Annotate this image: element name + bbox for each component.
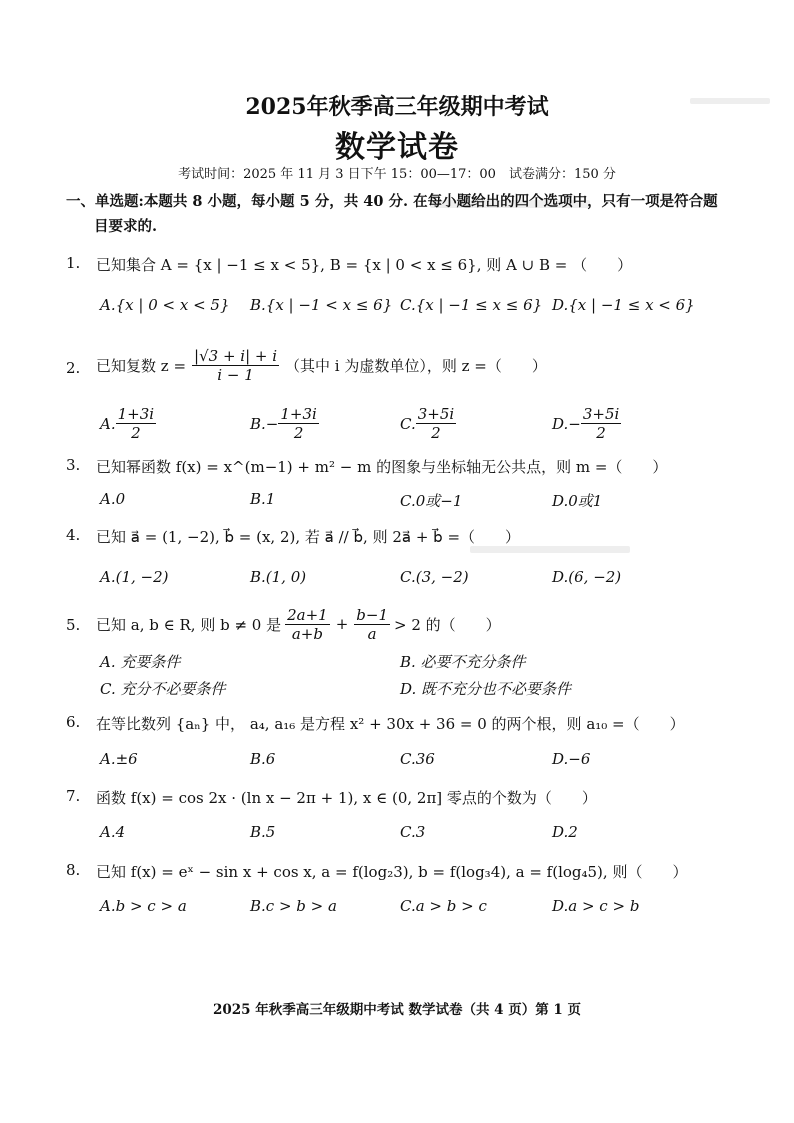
question-stem — [96, 602, 501, 646]
option-d: D.2 — [552, 823, 578, 841]
question-number: 6. — [66, 713, 81, 731]
fraction-denominator: 2 — [431, 424, 441, 442]
question-number: 7. — [66, 787, 81, 805]
option-c: C.{x | −1 ≤ x ≤ 6} — [400, 296, 543, 314]
option-a: A.b > c > a — [100, 897, 187, 915]
fraction-denominator: 2 — [596, 424, 606, 442]
bleed-mark — [470, 546, 630, 553]
option-c: C.0或−1 — [400, 492, 463, 510]
question-stem: 已知幂函数 f(x) = x^(m−1) + m² − m 的图象与坐标轴无公共点，则 m =（ ） — [96, 458, 668, 476]
fraction-denominator: a — [367, 624, 377, 643]
option-b: B.6 — [250, 750, 276, 768]
option-a: A.4 — [100, 823, 126, 841]
option-c: C.a > b > c — [400, 897, 487, 915]
option-d: D.a > c > b — [552, 897, 640, 915]
option-b: B.{x | −1 < x ≤ 6} — [250, 296, 393, 314]
option-a — [100, 405, 156, 442]
option-d: D. 既不充分也不必要条件 — [400, 680, 572, 698]
question-stem: 在等比数列 {aₙ} 中， a₄, a₁₆ 是方程 x² + 30x + 36 = 0 的两个根，则 a₁₀ =（ ） — [96, 715, 685, 733]
option-b: B.5 — [250, 823, 276, 841]
section-heading-cont: 目要求的. — [94, 218, 158, 235]
question-number: 3. — [66, 456, 81, 474]
section-heading: 一、单选题:本题共 8 小题，每小题 5 分，共 40 分. 在每小题给出的四个选项中，只有一项是符合题 — [66, 193, 718, 210]
fraction — [285, 606, 330, 643]
option-a: A. 充要条件 — [100, 653, 181, 671]
fraction — [116, 405, 156, 442]
fraction — [192, 347, 279, 384]
fraction — [416, 405, 456, 442]
question-stem: 已知 a⃗ = (1, −2), b⃗ = (x, 2), 若 a⃗ // b⃗, 则 2a⃗ + b⃗ =（ ） — [96, 528, 521, 546]
page-footer: 2025 年秋季高三年级期中考试 数学试卷（共 4 页）第 1 页 — [212, 1002, 582, 1018]
option-c: C.(3, −2) — [400, 568, 469, 586]
question-number: 1. — [66, 254, 81, 272]
fraction-denominator: a+b — [291, 624, 323, 643]
option-label: D. — [552, 414, 569, 433]
option-c: C. 充分不必要条件 — [100, 680, 226, 698]
stem-prefix: 已知 a, b ∈ R, 则 b ≠ 0 是 — [96, 615, 282, 634]
option-label: C. — [400, 414, 416, 433]
stem-prefix: 已知复数 z = — [96, 356, 187, 375]
option-c: C.36 — [400, 750, 435, 768]
fraction-numerator: b−1 — [356, 605, 389, 624]
stem-suffix: （其中 i 为虚数单位），则 z =（ ） — [285, 356, 547, 375]
fraction-denominator: 2 — [131, 424, 141, 442]
question-number: 8. — [66, 861, 81, 879]
question-stem: 已知 f(x) = eˣ − sin x + cos x, a = f(log₂3), b = f(log₃4), a = f(log₄5), 则（ ） — [96, 863, 688, 881]
option-label: B. — [250, 414, 266, 433]
fraction-numerator: 2a+1 — [287, 605, 328, 624]
stem-suffix: > 2 的（ ） — [394, 615, 501, 634]
fraction-denominator: i − 1 — [217, 365, 254, 384]
exam-title: 2025年秋季高三年级期中考试 — [245, 94, 549, 120]
option-d — [552, 405, 621, 442]
exam-info: 考试时间：2025 年 11 月 3 日下午 15：00—17：00 试卷满分：150 分 — [178, 167, 616, 182]
option-d: D.−6 — [552, 750, 591, 768]
option-d: D.{x | −1 ≤ x < 6} — [552, 296, 695, 314]
option-label: A. — [100, 414, 116, 433]
fraction-numerator: 3+5i — [417, 405, 455, 423]
question-stem: 已知集合 A = {x | −1 ≤ x < 5}, B = {x | 0 < x ≤ 6}, 则 A ∪ B = （ ） — [96, 256, 633, 274]
option-a: A.±6 — [100, 750, 138, 768]
fraction-numerator: |√3 + i| + i — [194, 346, 278, 365]
option-b — [250, 405, 319, 442]
option-a: A.0 — [100, 490, 126, 508]
question-number: 5. — [66, 616, 81, 634]
fraction — [581, 405, 621, 442]
option-c — [400, 405, 456, 442]
fraction-numerator: 1+3i — [280, 405, 317, 423]
exam-subtitle: 数学试卷 — [335, 130, 459, 165]
option-d: D.(6, −2) — [552, 568, 622, 586]
fraction — [278, 405, 318, 442]
question-number: 4. — [66, 526, 81, 544]
option-b: B.c > b > a — [250, 897, 337, 915]
plus-sign: + — [335, 615, 349, 633]
option-sign: − — [568, 414, 581, 433]
option-c: C.3 — [400, 823, 426, 841]
option-sign: − — [265, 414, 279, 433]
option-b: B. 必要不充分条件 — [400, 653, 526, 671]
question-stem: 函数 f(x) = cos 2x · (ln x − 2π + 1), x ∈ (0, 2π] 零点的个数为（ ） — [96, 789, 597, 807]
option-a: A.(1, −2) — [100, 568, 169, 586]
option-a: A.{x | 0 < x < 5} — [100, 296, 230, 314]
option-b: B.1 — [250, 490, 276, 508]
fraction-numerator: 1+3i — [117, 405, 155, 423]
option-b: B.(1, 0) — [250, 568, 307, 586]
question-number: 2. — [66, 359, 81, 377]
question-stem — [96, 338, 547, 392]
option-d: D.0或1 — [552, 492, 603, 510]
fraction-numerator: 3+5i — [582, 405, 620, 423]
fraction-denominator: 2 — [293, 424, 304, 442]
fraction — [354, 606, 390, 643]
